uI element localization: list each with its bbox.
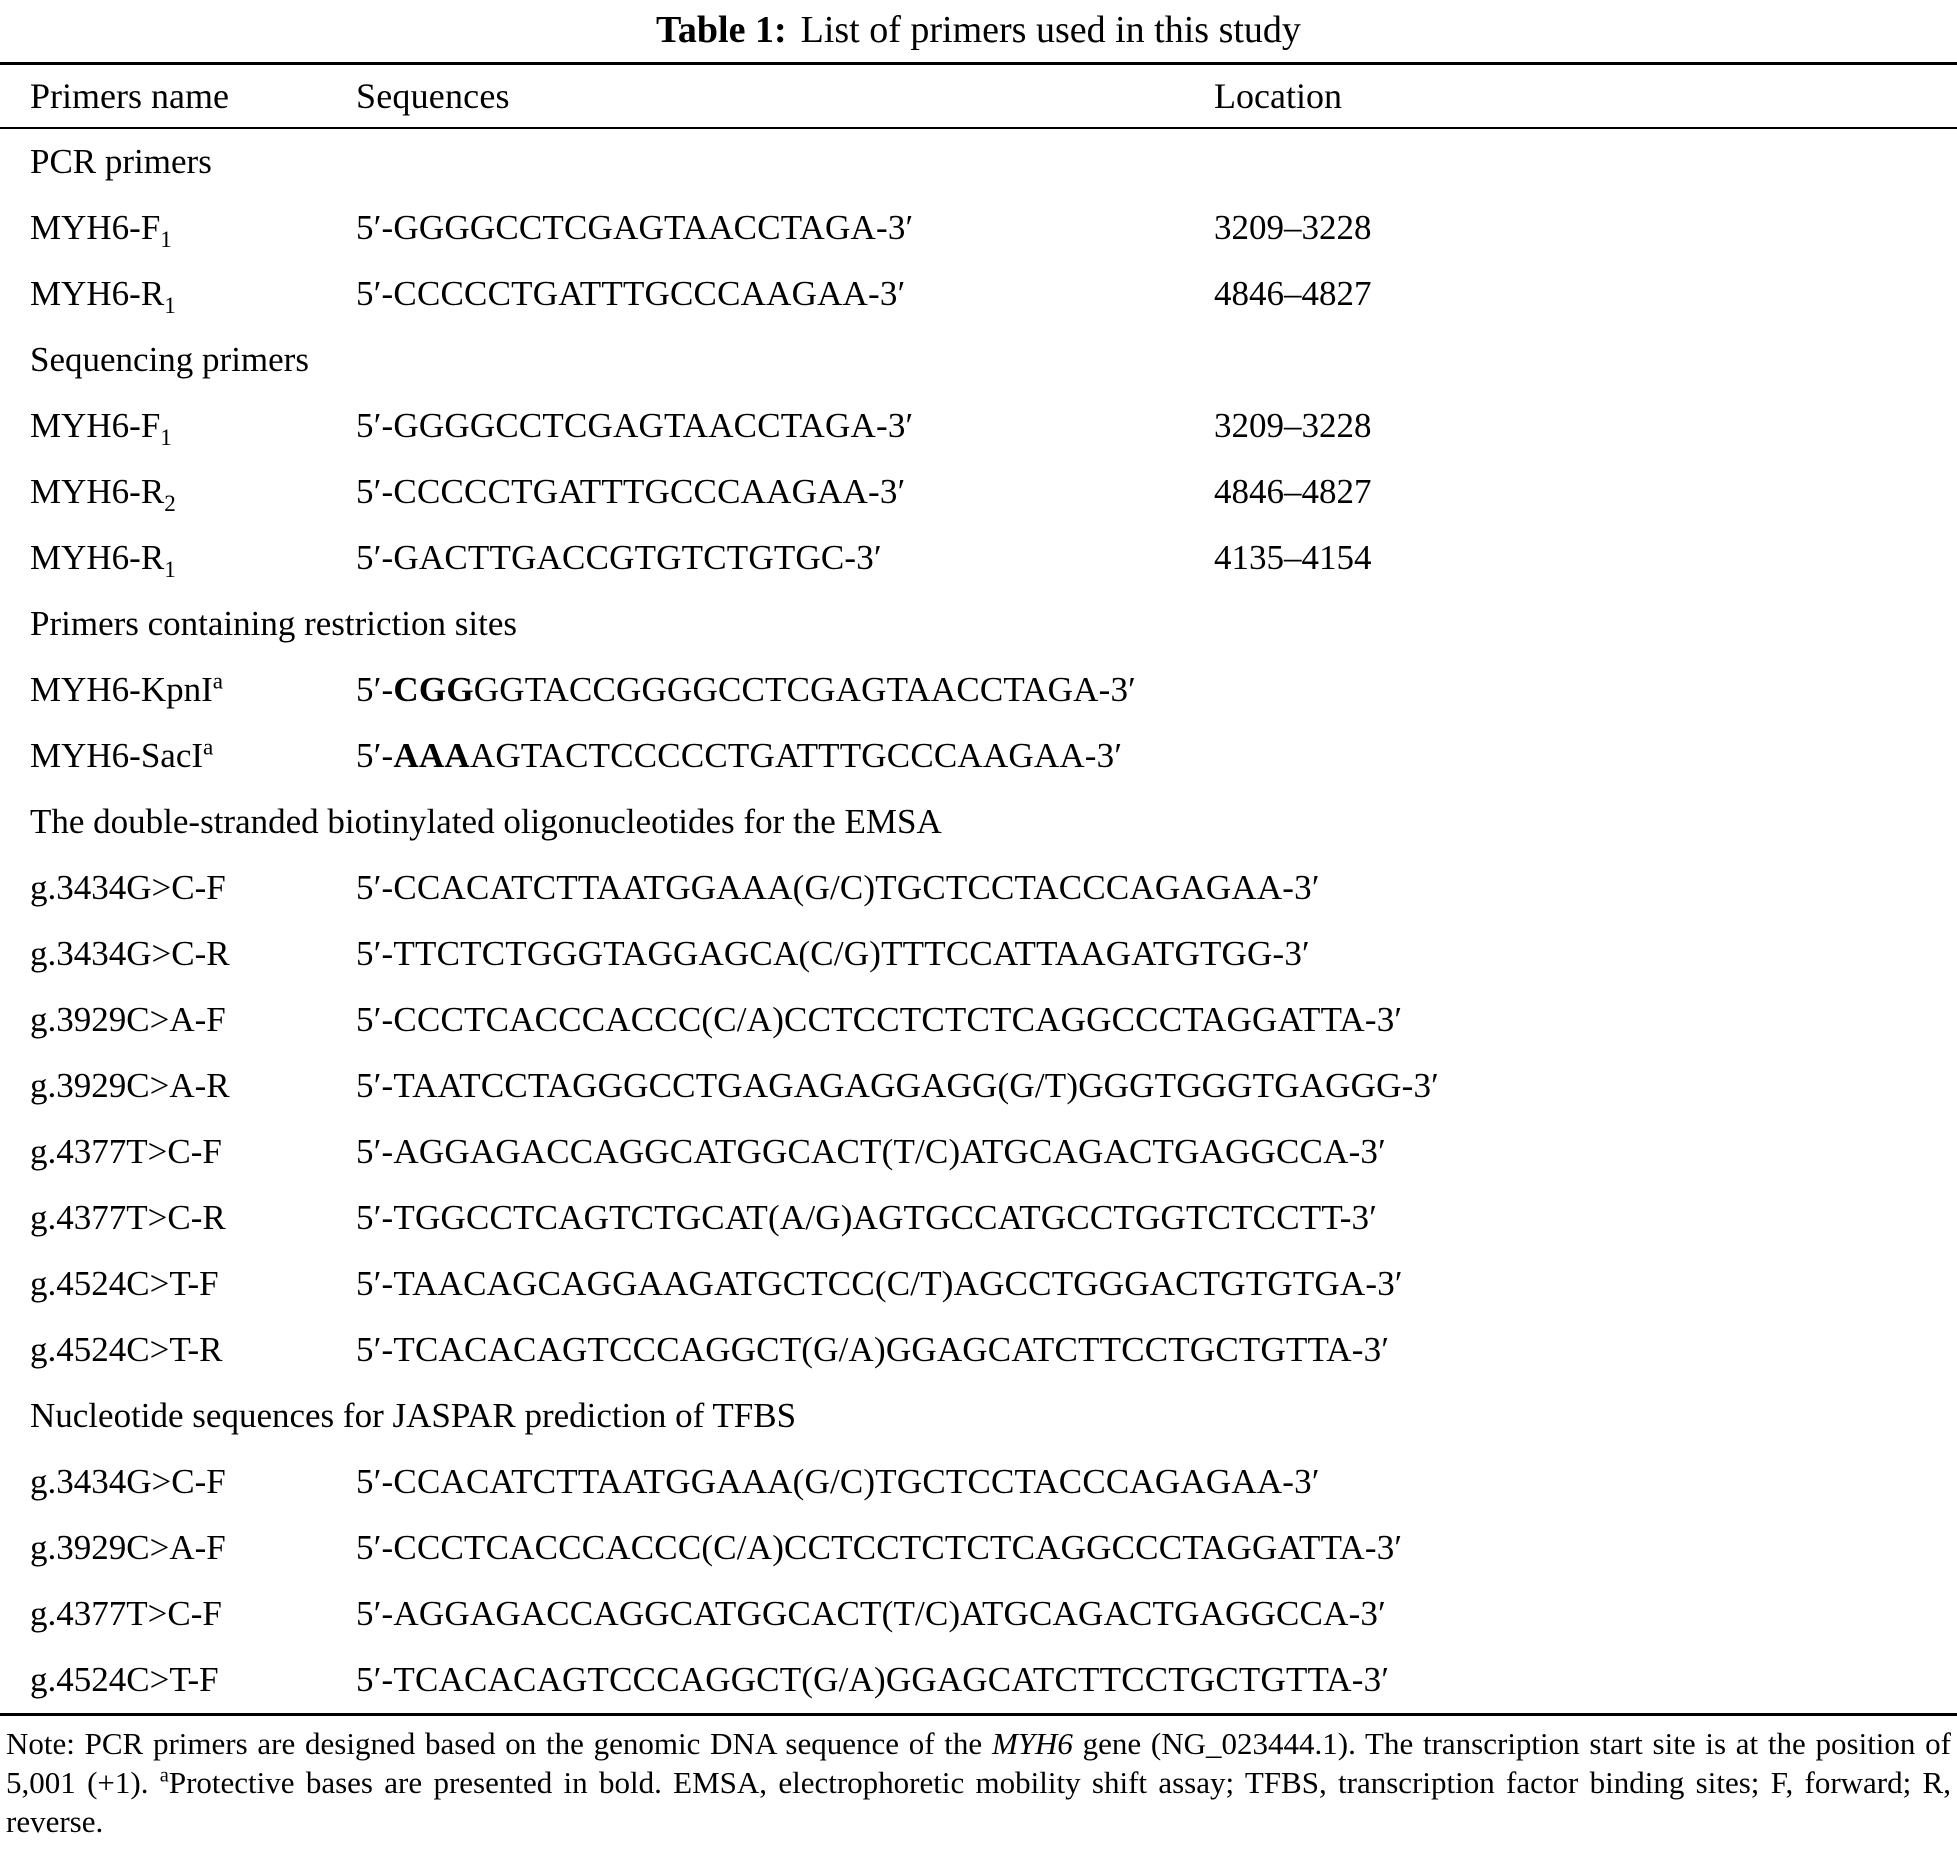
primer-name: g.4377T>C-F — [30, 1594, 222, 1633]
primer-sequence: 5′-CCACATCTTAATGGAAA(G/C)TGCTCCTACCCAGAGAA-3′ — [356, 1462, 1320, 1501]
primer-sequence: 5′-GGGGCCTCGAGTAACCTAGA-3′ — [356, 208, 914, 247]
primer-sequence: 5′-CGGGGTACCGGGGCCTCGAGTAACCTAGA-3′ — [356, 670, 1137, 709]
primer-sequence: 5′-CCACATCTTAATGGAAA(G/C)TGCTCCTACCCAGAGAA-3′ — [356, 868, 1320, 907]
primer-name: g.3434G>C-R — [30, 934, 230, 973]
primer-sequence: 5′-CCCCCTGATTTGCCCAAGAA-3′ — [356, 274, 906, 313]
primer-name: $MYH6-F_1$ — [30, 208, 172, 252]
primer-location: 3209–3228 — [1214, 208, 1372, 247]
table-header-row — [0, 65, 1957, 127]
section-header-row: Nucleotide sequences for JASPAR prediction of TFBS — [30, 1396, 797, 1435]
primer-name: g.4377T>C-R — [30, 1198, 226, 1237]
primer-location: 4135–4154 — [1214, 538, 1372, 577]
primer-name: $MYH6-R_2$ — [30, 472, 176, 516]
primer-row — [0, 1185, 1957, 1251]
section-header-row: Sequencing primers — [30, 340, 309, 379]
primer-row — [0, 393, 1957, 459]
primer-sequence: 5′-GACTTGACCGTGTCTGTGC-3′ — [356, 538, 882, 577]
primer-sequence: 5′-AGGAGACCAGGCATGGCACT(T/C)ATGCAGACTGAGGCCA-3′ — [356, 1594, 1386, 1633]
primer-name: g.3929C>A-F — [30, 1528, 226, 1567]
primer-name: g.3929C>A-R — [30, 1066, 230, 1105]
primer-sequence: 5′-AAAAGTACTCCCCCTGATTTGCCCAAGAA-3′ — [356, 736, 1123, 775]
primer-sequence: 5′-TTCTCTGGGTAGGAGCA(C/G)TTTCCATTAAGATGTGG-3′ — [356, 934, 1310, 973]
primer-row — [0, 1647, 1957, 1713]
primer-row — [0, 1119, 1957, 1185]
table-note: Note: PCR primers are designed based on the genomic DNA sequence of the MYH6 gene (NG_023444.1). The transcription start site is at the position of 5,001 (+1). $^a$Protective bases are presented in bold. EMSA, electrophoretic mobility shift assay; TFBS, transcription factor binding sites; F, forward; R, reverse. — [6, 1726, 1951, 1839]
primer-sequence: 5′-TCACACAGTCCCAGGCT(G/A)GGAGCATCTTCCTGCTGTTA-3′ — [356, 1330, 1390, 1369]
primer-name: MYH6-SacI$^a$ — [30, 733, 214, 775]
primer-row — [0, 723, 1957, 789]
primer-name: g.4524C>T-F — [30, 1660, 219, 1699]
primer-name: g.4524C>T-F — [30, 1264, 219, 1303]
primer-name: $MYH6-R_1$ — [30, 274, 176, 318]
primer-location: 4846–4827 — [1214, 274, 1372, 313]
primer-sequence: 5′-CCCTCACCCACCC(C/A)CCTCCTCTCTCAGGCCCTAGGATTA-3′ — [356, 1528, 1403, 1567]
table-title-text: List of primers used in this study — [800, 9, 1301, 51]
primer-row — [0, 1515, 1957, 1581]
primer-row — [0, 459, 1957, 525]
primer-sequence: 5′-TCACACAGTCCCAGGCT(G/A)GGAGCATCTTCCTGCTGTTA-3′ — [356, 1660, 1390, 1699]
primer-name: g.3434G>C-F — [30, 1462, 226, 1501]
section-header-row: The double-stranded biotinylated oligonucleotides for the EMSA — [30, 802, 942, 841]
primer-location: 4846–4827 — [1214, 472, 1372, 511]
primer-row — [0, 921, 1957, 987]
primer-row — [0, 1053, 1957, 1119]
primer-row — [0, 525, 1957, 591]
primer-sequence: 5′-CCCCCTGATTTGCCCAAGAA-3′ — [356, 472, 906, 511]
primer-sequence: 5′-TAATCCTAGGGCCTGAGAGAGGAGG(G/T)GGGTGGGTGAGGG-3′ — [356, 1066, 1440, 1105]
primer-name: g.4377T>C-F — [30, 1132, 222, 1171]
table-body — [0, 129, 1957, 1713]
section-header-row: Primers containing restriction sites — [30, 604, 517, 643]
primer-sequence: 5′-TAACAGCAGGAAGATGCTCC(C/T)AGCCTGGGACTGTGTGA-3′ — [356, 1264, 1403, 1303]
primer-row — [0, 855, 1957, 921]
primer-sequence: 5′-AGGAGACCAGGCATGGCACT(T/C)ATGCAGACTGAGGCCA-3′ — [356, 1132, 1386, 1171]
primer-name: g.3929C>A-F — [30, 1000, 226, 1039]
primer-name: MYH6-KpnI$^a$ — [30, 667, 224, 709]
primer-name: $MYH6-F_1$ — [30, 406, 172, 450]
primer-row — [0, 657, 1957, 723]
primer-row — [0, 1581, 1957, 1647]
primer-sequence: 5′-TGGCCTCAGTCTGCAT(A/G)AGTGCCATGCCTGGTCTCCTT-3′ — [356, 1198, 1378, 1237]
primer-name: g.3434G>C-F — [30, 868, 226, 907]
primer-row — [0, 987, 1957, 1053]
table-title — [0, 6, 1957, 54]
primer-sequence: 5′-CCCTCACCCACCC(C/A)CCTCCTCTCTCAGGCCCTAGGATTA-3′ — [356, 1000, 1403, 1039]
section-header-row: PCR primers — [30, 142, 212, 181]
primer-row — [0, 1251, 1957, 1317]
primer-name: $MYH6-R_1$ — [30, 538, 176, 582]
table-title-label: Table 1: — [656, 9, 787, 51]
column-header-location: Location — [1214, 76, 1342, 116]
primer-name: g.4524C>T-R — [30, 1330, 223, 1369]
primer-row — [0, 1449, 1957, 1515]
primer-row — [0, 261, 1957, 327]
primer-row — [0, 195, 1957, 261]
primer-sequence: 5′-GGGGCCTCGAGTAACCTAGA-3′ — [356, 406, 914, 445]
column-header-sequences: Sequences — [356, 76, 510, 116]
primer-row — [0, 1317, 1957, 1383]
column-header-primers-name: Primers name — [30, 76, 229, 116]
primer-location: 3209–3228 — [1214, 406, 1372, 445]
